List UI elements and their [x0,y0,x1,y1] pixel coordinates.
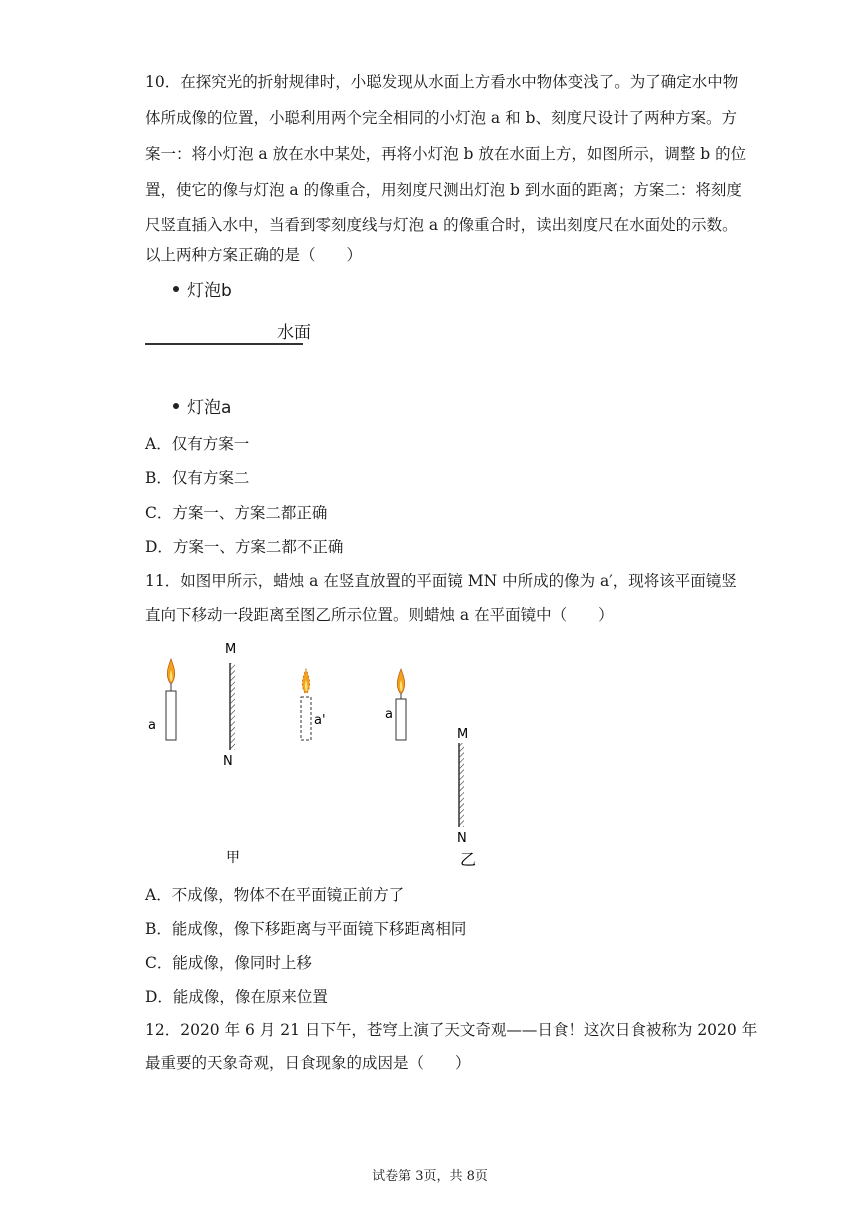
q10-option-b[interactable]: B．仅有方案二 [145,469,250,487]
q10-line-6: 以上两种方案正确的是（ ） [145,246,363,264]
figure-jia-label: 甲 [226,850,240,866]
q10-line-2: 体所成像的位置，小聪利用两个完全相同的小灯泡 a 和 b、刻度尺设计了两种方案。方 [145,109,737,127]
candle-a-yi-label: a [385,707,393,722]
bulb-b-label: 灯泡b [187,281,232,301]
candle-image-a-prime-icon [301,669,311,740]
q11-option-c[interactable]: C．能成像，像同时上移 [145,954,312,972]
q10-line-1: 10．在探究光的折射规律时，小聪发现从水面上方看水中物体变浅了。为了确定水中物 [145,73,739,91]
bulb-b-dot-icon [173,286,179,292]
q10-option-c[interactable]: C．方案一、方案二都正确 [145,504,328,522]
mirror-jia-icon [230,663,235,750]
q10-line-3: 案一：将小灯泡 a 放在水中某处，再将小灯泡 b 放在水面上方，如图所示，调整 b 的位 [145,145,747,163]
q10-option-d[interactable]: D．方案一、方案二都不正确 [145,538,344,556]
water-label: 水面 [277,323,311,343]
q10-option-a[interactable]: A．仅有方案一 [145,435,250,453]
bulb-a-dot-icon [173,403,179,409]
q11-option-d[interactable]: D．能成像，像在原来位置 [145,988,328,1006]
q12-line-1: 12．2020 年 6 月 21 日下午，苍穹上演了天文奇观——日食！这次日食被称为 2020 年 [145,1021,758,1039]
q11-option-a[interactable]: A．不成像，物体不在平面镜正前方了 [145,886,405,904]
mirror-jia-m-label: M [225,642,237,657]
candle-a-jia-label: a [148,718,156,733]
q11-line-2: 直向下移动一段距离至图乙所示位置。则蜡烛 a 在平面镜中（ ） [145,606,614,624]
page-footer: 试卷第 3页，共 8页 [372,1169,488,1184]
water-surface-line [145,343,303,345]
q10-line-5: 尺竖直插入水中，当看到零刻度线与灯泡 a 的像重合时，读出刻度尺在水面处的示数。 [145,216,738,234]
mirror-yi-m-label: M [457,727,469,742]
q10-line-4: 置，使它的像与灯泡 a 的像重合，用刻度尺测出灯泡 b 到水面的距离；方案二：将刻度 [145,181,742,199]
q10-figure [140,275,340,420]
bulb-a-label: 灯泡a [187,398,232,418]
mirror-jia-n-label: N [223,754,233,769]
q11-option-b[interactable]: B．能成像，像下移距离与平面镜下移距离相同 [145,920,467,938]
candle-image-a-prime-label: a' [314,713,326,728]
q11-line-1: 11．如图甲所示，蜡烛 a 在竖直放置的平面镜 MN 中所成的像为 a′，现将该平面镜竖 [145,572,737,590]
candle-a-yi-icon [396,669,406,740]
candle-a-jia-icon [166,659,176,740]
q11-figure [140,635,490,870]
figure-yi-label: 乙 [460,850,477,869]
mirror-yi-icon [459,743,464,827]
q12-line-2: 最重要的天象奇观，日食现象的成因是（ ） [145,1054,471,1072]
mirror-yi-n-label: N [457,831,467,846]
